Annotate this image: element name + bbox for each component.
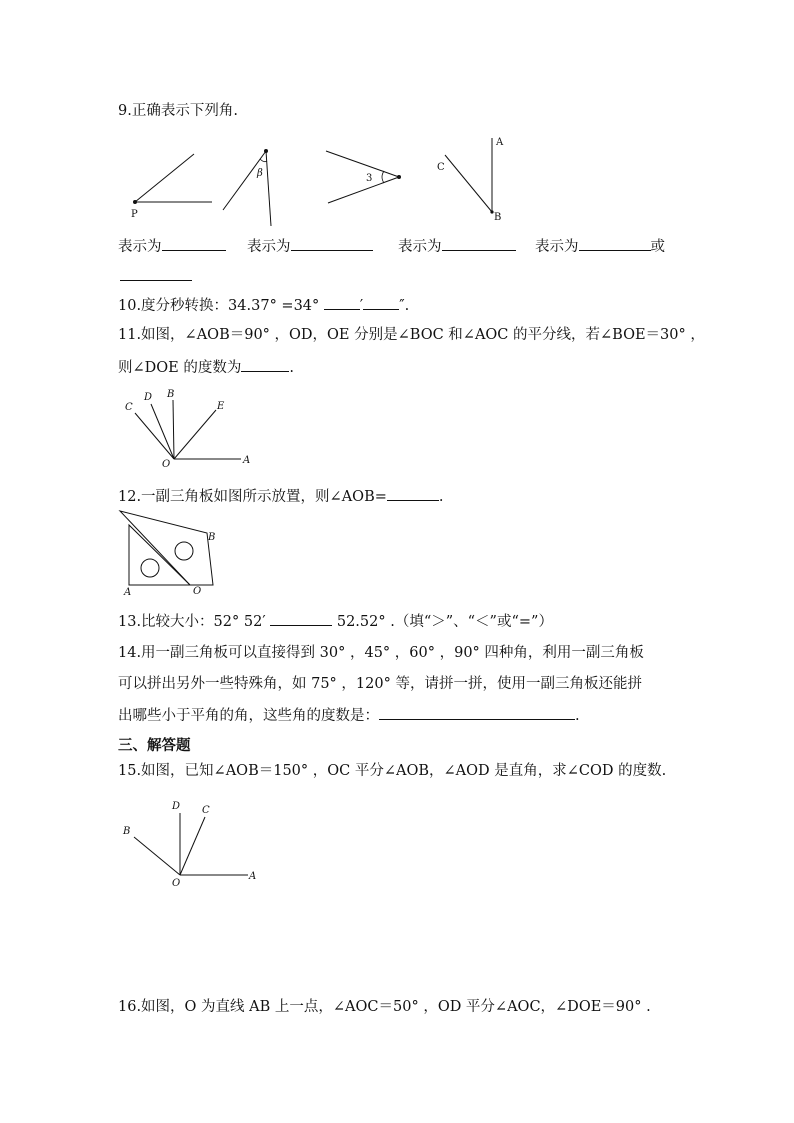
q11-label-o: O xyxy=(162,459,171,470)
q11-answer-blank[interactable] xyxy=(241,357,289,372)
q11-figure xyxy=(120,386,260,470)
q10-second-blank[interactable] xyxy=(363,295,399,310)
q14-line2: 可以拼出另外一些特殊角，如 75° ，120° 等，请拼一拼，使用一副三角板还能拼 xyxy=(118,676,642,692)
q9-answer-5-blank[interactable] xyxy=(120,266,192,281)
q13-prefix: 13.比较大小：52° 52′ xyxy=(118,614,271,630)
q14-line1: 14.用一副三角板可以直接得到 30° ，45° ，60° ，90° 四种角，利用一副三角板 xyxy=(118,645,644,661)
q9-label-beta: β xyxy=(257,168,263,179)
q10-minute-mark: ′ xyxy=(359,298,364,314)
q9-answer-2-blank[interactable] xyxy=(291,236,373,251)
q9-answer-3-label: 表示为 xyxy=(398,239,442,255)
q9-figure-angle-p xyxy=(128,150,218,225)
q14-end: . xyxy=(575,708,580,724)
q15-label-d: D xyxy=(172,801,181,812)
q12-answer-blank[interactable] xyxy=(387,486,439,501)
q11-label-b: B xyxy=(167,389,175,400)
q14-line3-prefix: 出哪些小于平角的角，这些角的度数是： xyxy=(118,708,379,724)
q9-answer-4 xyxy=(535,236,665,257)
q12-end: . xyxy=(438,489,444,505)
q14-answer-blank[interactable] xyxy=(379,705,575,720)
q11-line1: 11.如图，∠AOB＝90° ，OD，OE 分别是∠BOC 和∠AOC 的平分线，若∠BOE＝30° ， xyxy=(118,327,705,343)
q9-label-3: 3 xyxy=(366,173,373,184)
q13-suffix: 52.52° .（填“＞”、“＜”或“=”） xyxy=(336,614,553,630)
q12-line xyxy=(118,486,443,507)
q12-label-o: O xyxy=(193,586,202,597)
q11-end: . xyxy=(289,360,294,376)
q12-label-b: B xyxy=(208,532,216,543)
q15-label-b: B xyxy=(123,826,131,837)
q9-answer-1-label: 表示为 xyxy=(118,239,162,255)
q13-line xyxy=(118,611,553,632)
q9-answer-2-label: 表示为 xyxy=(247,239,291,255)
q9-answer-4-blank[interactable] xyxy=(579,236,651,251)
section-3-title: 三、解答题 xyxy=(118,738,191,754)
q11-label-d: D xyxy=(144,392,153,403)
q9-figure-angle-3 xyxy=(322,146,408,208)
q9-or-text: 或 xyxy=(650,239,665,255)
q9-label-p: P xyxy=(131,209,138,220)
q11-label-c: C xyxy=(125,402,133,413)
q11-label-e: E xyxy=(217,401,225,412)
q9-answer-3-blank[interactable] xyxy=(442,236,516,251)
q13-answer-blank[interactable] xyxy=(270,611,332,626)
q9-answer-2 xyxy=(247,236,373,257)
q16-text: 16.如图，O 为直线 AB 上一点，∠AOC＝50° ，OD 平分∠AOC，∠DOE＝90° . xyxy=(118,999,651,1015)
q9-answer-4-label: 表示为 xyxy=(535,239,579,255)
q10-minute-blank[interactable] xyxy=(324,295,360,310)
q9-answer-1-blank[interactable] xyxy=(162,236,226,251)
q15-label-a: A xyxy=(249,871,257,882)
q10-prefix: 10.度分秒转换：34.37° =34° xyxy=(118,298,324,314)
q11-line2-prefix: 则∠DOE 的度数为 xyxy=(118,360,242,376)
q14-line3 xyxy=(118,705,580,726)
q9-figure-angle-beta xyxy=(218,142,278,230)
q10-end: . xyxy=(404,298,410,314)
q9-answer-1 xyxy=(118,236,226,257)
q10-line xyxy=(118,295,409,316)
q11-label-a: A xyxy=(243,455,251,466)
q15-label-c: C xyxy=(202,805,210,816)
q12-figure-set-squares xyxy=(118,508,228,600)
q15-label-o: O xyxy=(172,878,181,889)
q9-figure-angle-cba xyxy=(432,134,512,224)
q9-answer-3 xyxy=(398,236,516,257)
q15-figure xyxy=(118,796,268,890)
q12-label-a: A xyxy=(124,587,132,598)
q9-label-a: A xyxy=(496,137,504,148)
q9-label-b: B xyxy=(494,212,502,223)
q9-text: 9.正确表示下列角. xyxy=(118,103,238,119)
q9-label-c: C xyxy=(437,162,445,173)
q12-prefix: 12.一副三角板如图所示放置，则∠AOB= xyxy=(118,489,387,505)
q10-second-mark: ″ xyxy=(399,298,405,314)
q15-text: 15.如图，已知∠AOB＝150° ，OC 平分∠AOB，∠AOD 是直角，求∠COD 的度数. xyxy=(118,763,667,779)
q11-line2 xyxy=(118,357,294,378)
